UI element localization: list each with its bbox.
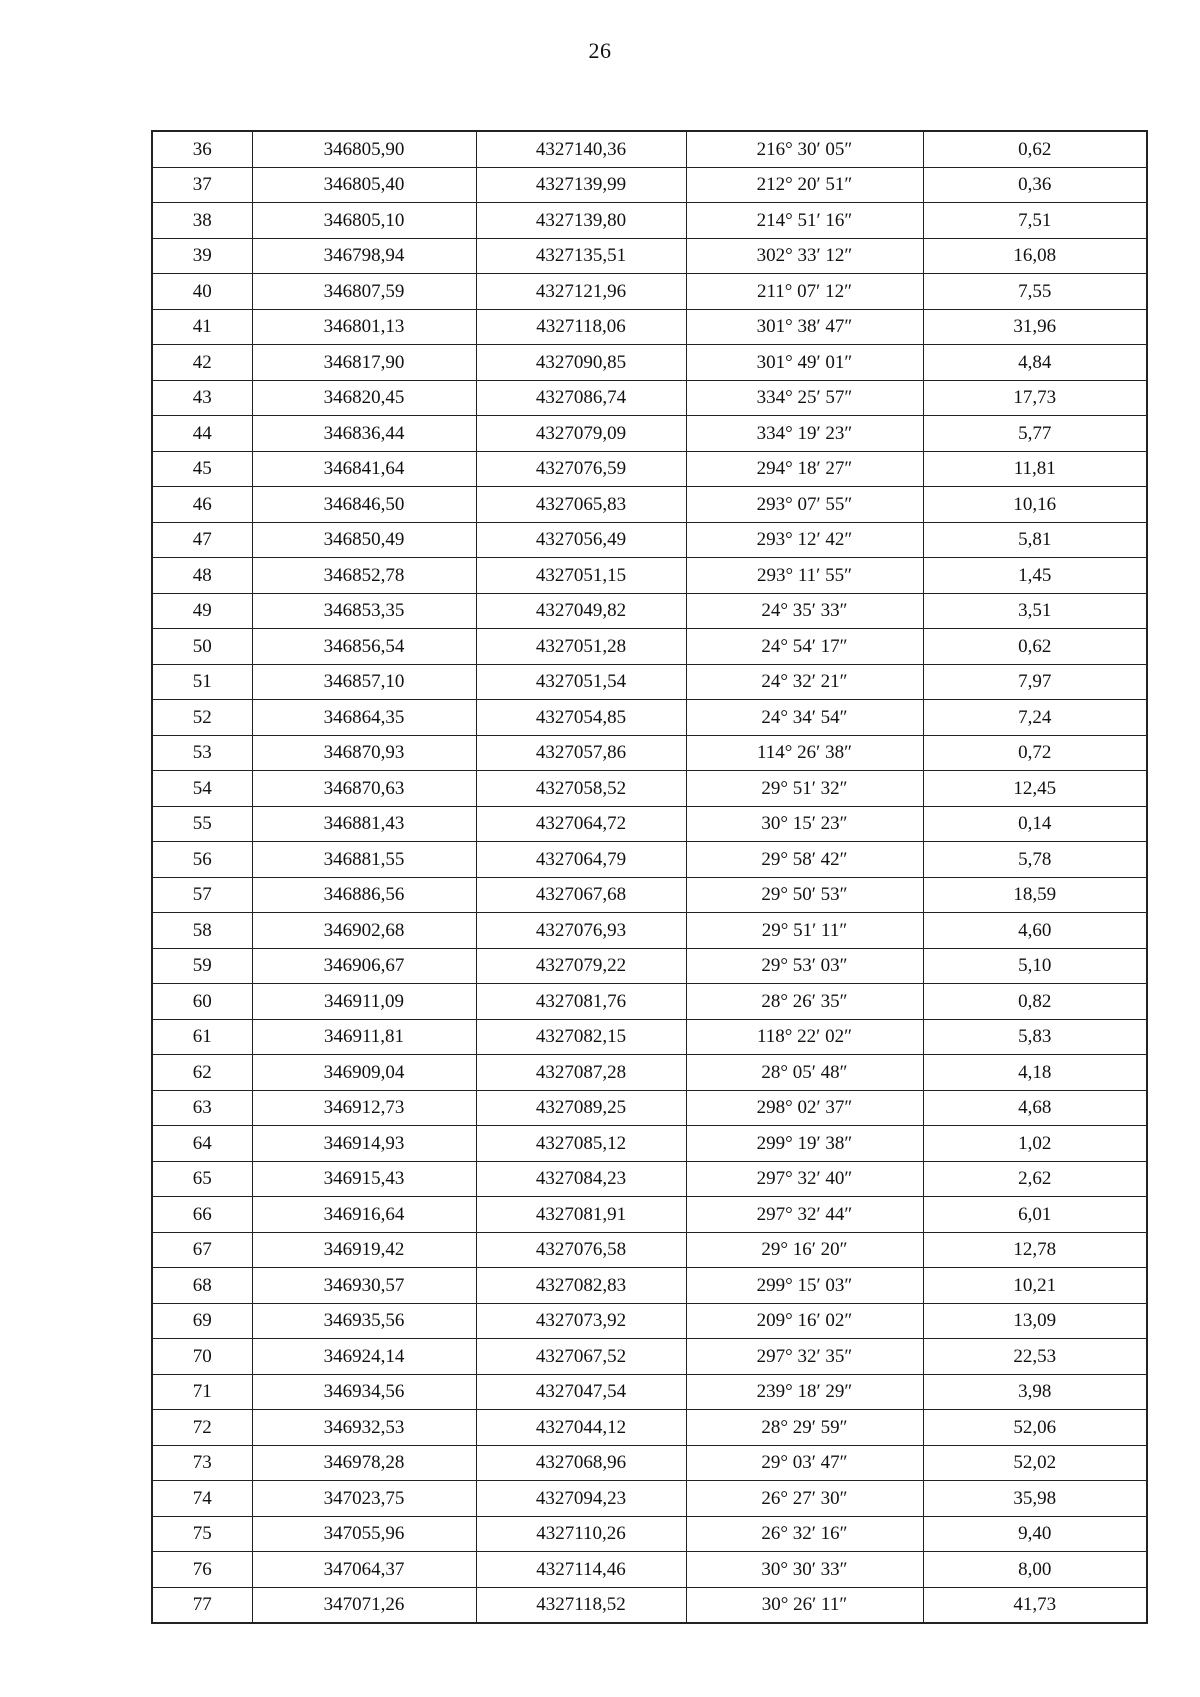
table-row [152, 1410, 1147, 1446]
y-coordinate-cell: 4327082,83 [476, 1268, 686, 1304]
bearing-cell: 212° 20′ 51″ [686, 167, 923, 203]
distance-cell: 0,36 [923, 167, 1147, 203]
distance-cell: 1,45 [923, 558, 1147, 594]
distance-cell: 7,55 [923, 274, 1147, 310]
table-row [152, 771, 1147, 807]
bearing-cell: 297° 32′ 35″ [686, 1339, 923, 1375]
table-row [152, 1232, 1147, 1268]
table-row [152, 1587, 1147, 1623]
x-coordinate-cell: 346934,56 [252, 1374, 476, 1410]
bearing-cell: 28° 05′ 48″ [686, 1055, 923, 1091]
y-coordinate-cell: 4327084,23 [476, 1161, 686, 1197]
x-coordinate-cell: 346805,90 [252, 131, 476, 167]
y-coordinate-cell: 4327047,54 [476, 1374, 686, 1410]
x-coordinate-cell: 346902,68 [252, 913, 476, 949]
table-row [152, 735, 1147, 771]
y-coordinate-cell: 4327058,52 [476, 771, 686, 807]
y-coordinate-cell: 4327085,12 [476, 1126, 686, 1162]
y-coordinate-cell: 4327118,52 [476, 1587, 686, 1623]
table-row [152, 1126, 1147, 1162]
bearing-cell: 24° 35′ 33″ [686, 593, 923, 629]
x-coordinate-cell: 346798,94 [252, 238, 476, 274]
page-number: 26 [588, 38, 612, 63]
point-number-cell: 77 [152, 1587, 252, 1623]
x-coordinate-cell: 346801,13 [252, 309, 476, 345]
distance-cell: 5,77 [923, 416, 1147, 452]
y-coordinate-cell: 4327135,51 [476, 238, 686, 274]
y-coordinate-cell: 4327079,09 [476, 416, 686, 452]
y-coordinate-cell: 4327114,46 [476, 1552, 686, 1588]
bearing-cell: 28° 26′ 35″ [686, 984, 923, 1020]
table-row [152, 131, 1147, 167]
x-coordinate-cell: 347064,37 [252, 1552, 476, 1588]
point-number-cell: 63 [152, 1090, 252, 1126]
bearing-cell: 299° 19′ 38″ [686, 1126, 923, 1162]
bearing-cell: 239° 18′ 29″ [686, 1374, 923, 1410]
table-row [152, 842, 1147, 878]
x-coordinate-cell: 346870,63 [252, 771, 476, 807]
y-coordinate-cell: 4327068,96 [476, 1445, 686, 1481]
table-row [152, 629, 1147, 665]
y-coordinate-cell: 4327082,15 [476, 1019, 686, 1055]
distance-cell: 52,06 [923, 1410, 1147, 1446]
distance-cell: 5,83 [923, 1019, 1147, 1055]
distance-cell: 3,51 [923, 593, 1147, 629]
y-coordinate-cell: 4327054,85 [476, 700, 686, 736]
table-row [152, 806, 1147, 842]
table-row [152, 913, 1147, 949]
x-coordinate-cell: 346852,78 [252, 558, 476, 594]
bearing-cell: 334° 25′ 57″ [686, 380, 923, 416]
point-number-cell: 72 [152, 1410, 252, 1446]
x-coordinate-cell: 346820,45 [252, 380, 476, 416]
x-coordinate-cell: 346978,28 [252, 1445, 476, 1481]
bearing-cell: 29° 51′ 32″ [686, 771, 923, 807]
bearing-cell: 29° 03′ 47″ [686, 1445, 923, 1481]
y-coordinate-cell: 4327064,72 [476, 806, 686, 842]
distance-cell: 0,62 [923, 629, 1147, 665]
x-coordinate-cell: 346807,59 [252, 274, 476, 310]
table-row [152, 700, 1147, 736]
distance-cell: 7,51 [923, 203, 1147, 239]
distance-cell: 22,53 [923, 1339, 1147, 1375]
point-number-cell: 40 [152, 274, 252, 310]
distance-cell: 35,98 [923, 1481, 1147, 1517]
point-number-cell: 51 [152, 664, 252, 700]
y-coordinate-cell: 4327081,91 [476, 1197, 686, 1233]
table-row [152, 345, 1147, 381]
y-coordinate-cell: 4327139,80 [476, 203, 686, 239]
table-row [152, 203, 1147, 239]
x-coordinate-cell: 346915,43 [252, 1161, 476, 1197]
distance-cell: 31,96 [923, 309, 1147, 345]
point-number-cell: 49 [152, 593, 252, 629]
x-coordinate-cell: 346857,10 [252, 664, 476, 700]
y-coordinate-cell: 4327076,58 [476, 1232, 686, 1268]
distance-cell: 7,24 [923, 700, 1147, 736]
bearing-cell: 302° 33′ 12″ [686, 238, 923, 274]
y-coordinate-cell: 4327056,49 [476, 522, 686, 558]
distance-cell: 5,10 [923, 948, 1147, 984]
distance-cell: 4,84 [923, 345, 1147, 381]
bearing-cell: 26° 32′ 16″ [686, 1516, 923, 1552]
distance-cell: 10,21 [923, 1268, 1147, 1304]
point-number-cell: 41 [152, 309, 252, 345]
distance-cell: 0,72 [923, 735, 1147, 771]
table-row [152, 522, 1147, 558]
x-coordinate-cell: 347071,26 [252, 1587, 476, 1623]
table-row [152, 1268, 1147, 1304]
table-row [152, 877, 1147, 913]
bearing-cell: 24° 32′ 21″ [686, 664, 923, 700]
point-number-cell: 60 [152, 984, 252, 1020]
x-coordinate-cell: 346935,56 [252, 1303, 476, 1339]
y-coordinate-cell: 4327140,36 [476, 131, 686, 167]
distance-cell: 5,81 [923, 522, 1147, 558]
point-number-cell: 76 [152, 1552, 252, 1588]
y-coordinate-cell: 4327110,26 [476, 1516, 686, 1552]
x-coordinate-cell: 346870,93 [252, 735, 476, 771]
bearing-cell: 334° 19′ 23″ [686, 416, 923, 452]
bearing-cell: 211° 07′ 12″ [686, 274, 923, 310]
y-coordinate-cell: 4327086,74 [476, 380, 686, 416]
bearing-cell: 298° 02′ 37″ [686, 1090, 923, 1126]
bearing-cell: 293° 12′ 42″ [686, 522, 923, 558]
bearing-cell: 293° 07′ 55″ [686, 487, 923, 523]
point-number-cell: 69 [152, 1303, 252, 1339]
distance-cell: 8,00 [923, 1552, 1147, 1588]
x-coordinate-cell: 346864,35 [252, 700, 476, 736]
bearing-cell: 24° 34′ 54″ [686, 700, 923, 736]
y-coordinate-cell: 4327064,79 [476, 842, 686, 878]
x-coordinate-cell: 346853,35 [252, 593, 476, 629]
point-number-cell: 75 [152, 1516, 252, 1552]
distance-cell: 10,16 [923, 487, 1147, 523]
table-row [152, 984, 1147, 1020]
y-coordinate-cell: 4327051,54 [476, 664, 686, 700]
table-row [152, 558, 1147, 594]
point-number-cell: 56 [152, 842, 252, 878]
bearing-cell: 26° 27′ 30″ [686, 1481, 923, 1517]
distance-cell: 0,14 [923, 806, 1147, 842]
bearing-cell: 29° 16′ 20″ [686, 1232, 923, 1268]
x-coordinate-cell: 346911,09 [252, 984, 476, 1020]
bearing-cell: 114° 26′ 38″ [686, 735, 923, 771]
table-row [152, 1481, 1147, 1517]
y-coordinate-cell: 4327049,82 [476, 593, 686, 629]
point-number-cell: 50 [152, 629, 252, 665]
point-number-cell: 46 [152, 487, 252, 523]
distance-cell: 11,81 [923, 451, 1147, 487]
bearing-cell: 297° 32′ 44″ [686, 1197, 923, 1233]
x-coordinate-cell: 346909,04 [252, 1055, 476, 1091]
table-row [152, 274, 1147, 310]
distance-cell: 9,40 [923, 1516, 1147, 1552]
x-coordinate-cell: 347055,96 [252, 1516, 476, 1552]
x-coordinate-cell: 346886,56 [252, 877, 476, 913]
table-row [152, 1303, 1147, 1339]
bearing-cell: 29° 53′ 03″ [686, 948, 923, 984]
distance-cell: 5,78 [923, 842, 1147, 878]
y-coordinate-cell: 4327065,83 [476, 487, 686, 523]
y-coordinate-cell: 4327051,28 [476, 629, 686, 665]
point-number-cell: 45 [152, 451, 252, 487]
table-row [152, 1161, 1147, 1197]
table-row [152, 380, 1147, 416]
point-number-cell: 36 [152, 131, 252, 167]
table-row [152, 167, 1147, 203]
distance-cell: 1,02 [923, 1126, 1147, 1162]
bearing-cell: 299° 15′ 03″ [686, 1268, 923, 1304]
table-row [152, 309, 1147, 345]
point-number-cell: 43 [152, 380, 252, 416]
bearing-cell: 24° 54′ 17″ [686, 629, 923, 665]
x-coordinate-cell: 346805,40 [252, 167, 476, 203]
x-coordinate-cell: 346817,90 [252, 345, 476, 381]
x-coordinate-cell: 347023,75 [252, 1481, 476, 1517]
point-number-cell: 58 [152, 913, 252, 949]
point-number-cell: 70 [152, 1339, 252, 1375]
x-coordinate-cell: 346836,44 [252, 416, 476, 452]
y-coordinate-cell: 4327089,25 [476, 1090, 686, 1126]
distance-cell: 0,82 [923, 984, 1147, 1020]
y-coordinate-cell: 4327121,96 [476, 274, 686, 310]
distance-cell: 4,60 [923, 913, 1147, 949]
table-body [152, 131, 1147, 1623]
table-row [152, 1090, 1147, 1126]
table-row [152, 238, 1147, 274]
x-coordinate-cell: 346919,42 [252, 1232, 476, 1268]
distance-cell: 41,73 [923, 1587, 1147, 1623]
x-coordinate-cell: 346912,73 [252, 1090, 476, 1126]
point-number-cell: 42 [152, 345, 252, 381]
table-row [152, 1339, 1147, 1375]
point-number-cell: 61 [152, 1019, 252, 1055]
point-number-cell: 64 [152, 1126, 252, 1162]
x-coordinate-cell: 346850,49 [252, 522, 476, 558]
y-coordinate-cell: 4327076,93 [476, 913, 686, 949]
table-row [152, 451, 1147, 487]
point-number-cell: 52 [152, 700, 252, 736]
distance-cell: 13,09 [923, 1303, 1147, 1339]
bearing-cell: 29° 58′ 42″ [686, 842, 923, 878]
bearing-cell: 214° 51′ 16″ [686, 203, 923, 239]
table-row [152, 664, 1147, 700]
distance-cell: 4,68 [923, 1090, 1147, 1126]
distance-cell: 2,62 [923, 1161, 1147, 1197]
distance-cell: 12,45 [923, 771, 1147, 807]
bearing-cell: 294° 18′ 27″ [686, 451, 923, 487]
bearing-cell: 293° 11′ 55″ [686, 558, 923, 594]
y-coordinate-cell: 4327079,22 [476, 948, 686, 984]
point-number-cell: 73 [152, 1445, 252, 1481]
bearing-cell: 30° 26′ 11″ [686, 1587, 923, 1623]
distance-cell: 4,18 [923, 1055, 1147, 1091]
point-number-cell: 71 [152, 1374, 252, 1410]
x-coordinate-cell: 346906,67 [252, 948, 476, 984]
point-number-cell: 55 [152, 806, 252, 842]
y-coordinate-cell: 4327044,12 [476, 1410, 686, 1446]
bearing-cell: 30° 30′ 33″ [686, 1552, 923, 1588]
table-row [152, 593, 1147, 629]
distance-cell: 16,08 [923, 238, 1147, 274]
distance-cell: 52,02 [923, 1445, 1147, 1481]
bearing-cell: 29° 51′ 11″ [686, 913, 923, 949]
y-coordinate-cell: 4327139,99 [476, 167, 686, 203]
y-coordinate-cell: 4327094,23 [476, 1481, 686, 1517]
x-coordinate-cell: 346932,53 [252, 1410, 476, 1446]
distance-cell: 18,59 [923, 877, 1147, 913]
point-number-cell: 59 [152, 948, 252, 984]
bearing-cell: 297° 32′ 40″ [686, 1161, 923, 1197]
table-row [152, 416, 1147, 452]
table-row [152, 1552, 1147, 1588]
table-row [152, 1019, 1147, 1055]
bearing-cell: 118° 22′ 02″ [686, 1019, 923, 1055]
x-coordinate-cell: 346841,64 [252, 451, 476, 487]
distance-cell: 17,73 [923, 380, 1147, 416]
coordinates-table [151, 130, 1148, 1624]
point-number-cell: 39 [152, 238, 252, 274]
y-coordinate-cell: 4327051,15 [476, 558, 686, 594]
table-row [152, 948, 1147, 984]
x-coordinate-cell: 346856,54 [252, 629, 476, 665]
table-row [152, 1055, 1147, 1091]
bearing-cell: 30° 15′ 23″ [686, 806, 923, 842]
distance-cell: 12,78 [923, 1232, 1147, 1268]
y-coordinate-cell: 4327087,28 [476, 1055, 686, 1091]
point-number-cell: 38 [152, 203, 252, 239]
bearing-cell: 301° 38′ 47″ [686, 309, 923, 345]
y-coordinate-cell: 4327118,06 [476, 309, 686, 345]
point-number-cell: 57 [152, 877, 252, 913]
point-number-cell: 44 [152, 416, 252, 452]
point-number-cell: 62 [152, 1055, 252, 1091]
point-number-cell: 65 [152, 1161, 252, 1197]
x-coordinate-cell: 346930,57 [252, 1268, 476, 1304]
y-coordinate-cell: 4327067,68 [476, 877, 686, 913]
bearing-cell: 216° 30′ 05″ [686, 131, 923, 167]
distance-cell: 3,98 [923, 1374, 1147, 1410]
y-coordinate-cell: 4327081,76 [476, 984, 686, 1020]
point-number-cell: 53 [152, 735, 252, 771]
y-coordinate-cell: 4327057,86 [476, 735, 686, 771]
x-coordinate-cell: 346881,55 [252, 842, 476, 878]
table-row [152, 1374, 1147, 1410]
point-number-cell: 67 [152, 1232, 252, 1268]
distance-cell: 7,97 [923, 664, 1147, 700]
x-coordinate-cell: 346881,43 [252, 806, 476, 842]
table-row [152, 1197, 1147, 1233]
x-coordinate-cell: 346916,64 [252, 1197, 476, 1233]
table-row [152, 1516, 1147, 1552]
x-coordinate-cell: 346846,50 [252, 487, 476, 523]
y-coordinate-cell: 4327090,85 [476, 345, 686, 381]
table-row [152, 1445, 1147, 1481]
point-number-cell: 48 [152, 558, 252, 594]
x-coordinate-cell: 346914,93 [252, 1126, 476, 1162]
point-number-cell: 66 [152, 1197, 252, 1233]
point-number-cell: 54 [152, 771, 252, 807]
point-number-cell: 74 [152, 1481, 252, 1517]
x-coordinate-cell: 346911,81 [252, 1019, 476, 1055]
distance-cell: 0,62 [923, 131, 1147, 167]
distance-cell: 6,01 [923, 1197, 1147, 1233]
table-row [152, 487, 1147, 523]
y-coordinate-cell: 4327073,92 [476, 1303, 686, 1339]
y-coordinate-cell: 4327067,52 [476, 1339, 686, 1375]
y-coordinate-cell: 4327076,59 [476, 451, 686, 487]
point-number-cell: 47 [152, 522, 252, 558]
bearing-cell: 209° 16′ 02″ [686, 1303, 923, 1339]
point-number-cell: 37 [152, 167, 252, 203]
point-number-cell: 68 [152, 1268, 252, 1304]
x-coordinate-cell: 346805,10 [252, 203, 476, 239]
bearing-cell: 301° 49′ 01″ [686, 345, 923, 381]
bearing-cell: 28° 29′ 59″ [686, 1410, 923, 1446]
bearing-cell: 29° 50′ 53″ [686, 877, 923, 913]
x-coordinate-cell: 346924,14 [252, 1339, 476, 1375]
